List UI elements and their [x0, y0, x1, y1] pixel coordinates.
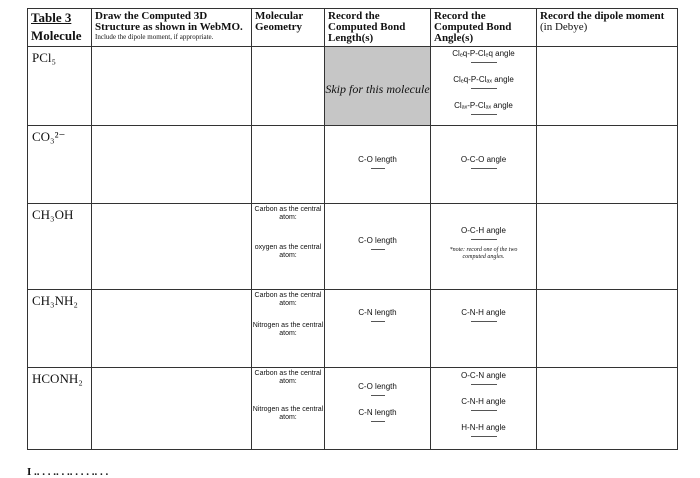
footer-text: I .. . . .. . .. . . . .. . .: [27, 466, 109, 478]
table-row: [28, 204, 678, 290]
angle-item: O-C-H angle: [431, 226, 536, 240]
answer-line[interactable]: [471, 321, 497, 322]
header-bond-length: Record the Computed Bond Length(s): [325, 9, 431, 47]
dipole-header: Record the dipole moment: [540, 10, 665, 22]
geometry-label: Carbon as the central atom:: [254, 206, 322, 221]
bond-item: C-O length: [325, 155, 430, 169]
bond-cell[interactable]: [325, 290, 431, 368]
draw-cell[interactable]: [92, 126, 252, 204]
answer-line[interactable]: [371, 321, 385, 322]
data-table: [27, 8, 678, 450]
header-bond-angle: Record the Computed Bond Angle(s): [431, 9, 537, 47]
table-row: [28, 368, 678, 450]
geometry-label: Carbon as the central atom:: [254, 370, 322, 385]
dipole-unit: (in Debye): [540, 21, 588, 33]
table-row: [28, 47, 678, 126]
answer-line[interactable]: [471, 62, 497, 63]
geometry-label: oxygen as the central atom:: [254, 244, 322, 259]
answer-line[interactable]: [471, 88, 497, 89]
angle-note: *note: record one of the two computed angles.: [449, 247, 518, 260]
answer-line[interactable]: [471, 436, 497, 437]
geometry-cell[interactable]: [252, 368, 325, 450]
draw-header-line1: Draw the Computed 3D: [95, 10, 208, 22]
angle-cell[interactable]: [431, 126, 537, 204]
geometry-cell[interactable]: [252, 126, 325, 204]
molecule-header: Molecule: [31, 28, 82, 43]
dipole-cell[interactable]: [537, 368, 678, 450]
dipole-cell[interactable]: [537, 290, 678, 368]
dipole-cell[interactable]: [537, 47, 678, 126]
answer-line[interactable]: [471, 114, 497, 115]
geometry-cell[interactable]: [252, 290, 325, 368]
draw-cell[interactable]: [92, 290, 252, 368]
geometry-label: Carbon as the central atom:: [254, 292, 322, 307]
bond-cell[interactable]: [325, 126, 431, 204]
answer-line[interactable]: [471, 410, 497, 411]
geometry-cell[interactable]: [252, 47, 325, 126]
molecule-cell: PCl₅: [28, 47, 92, 126]
angle-item: Clₑq-P-Clₑq angle: [431, 49, 536, 63]
answer-line[interactable]: [371, 249, 385, 250]
header-geometry: Molecular Geometry: [252, 9, 325, 47]
bond-item: C-N length: [325, 308, 430, 322]
answer-line[interactable]: [371, 421, 385, 422]
answer-line[interactable]: [471, 239, 497, 240]
molecule-cell: CH₃OH: [28, 204, 92, 290]
skip-text: Skip for this molecule: [325, 82, 430, 96]
angle-item: O-C-O angle: [431, 155, 536, 169]
bond-cell[interactable]: [325, 368, 431, 450]
geometry-label: Nitrogen as the central atom:: [252, 322, 324, 337]
angle-item: H-N-H angle: [431, 423, 536, 437]
draw-cell[interactable]: [92, 368, 252, 450]
geometry-cell[interactable]: [252, 204, 325, 290]
table-label: Table 3: [31, 10, 72, 25]
bond-item: C-O length: [325, 236, 430, 250]
answer-line[interactable]: [371, 168, 385, 169]
angle-cell[interactable]: [431, 204, 537, 290]
answer-line[interactable]: [371, 395, 385, 396]
draw-header-line2: Structure as shown in WebMO.: [95, 21, 243, 33]
table-row: [28, 126, 678, 204]
header-molecule: [28, 9, 92, 47]
dipole-cell[interactable]: [537, 204, 678, 290]
draw-cell[interactable]: [92, 204, 252, 290]
bond-item: C-O length: [325, 382, 430, 396]
draw-header-note: Include the dipole moment, if appropriate.: [95, 33, 214, 41]
answer-line[interactable]: [471, 168, 497, 169]
header-draw: [92, 9, 252, 47]
angle-item: C-N-H angle: [431, 308, 536, 322]
bond-cell[interactable]: [325, 204, 431, 290]
bond-item: C-N length: [325, 408, 430, 422]
molecule-cell: CO₃²⁻: [28, 126, 92, 204]
molecule-cell: CH₃NH₂: [28, 290, 92, 368]
angle-cell[interactable]: [431, 368, 537, 450]
skip-cell: [325, 47, 431, 126]
angle-item: Clₐₓ-P-Clₐₓ angle: [431, 101, 536, 115]
table-row: [28, 290, 678, 368]
draw-cell[interactable]: [92, 47, 252, 126]
dipole-cell[interactable]: [537, 126, 678, 204]
angle-item: C-N-H angle: [431, 397, 536, 411]
header-row: [28, 9, 678, 47]
angle-item: Clₑq-P-Clₐₓ angle: [431, 75, 536, 89]
geometry-label: Nitrogen as the central atom:: [252, 406, 324, 421]
header-dipole: [537, 9, 678, 47]
answer-line[interactable]: [471, 384, 497, 385]
angle-cell[interactable]: [431, 47, 537, 126]
angle-cell[interactable]: [431, 290, 537, 368]
angle-item: O-C-N angle: [431, 371, 536, 385]
molecule-cell: HCONH₂: [28, 368, 92, 450]
